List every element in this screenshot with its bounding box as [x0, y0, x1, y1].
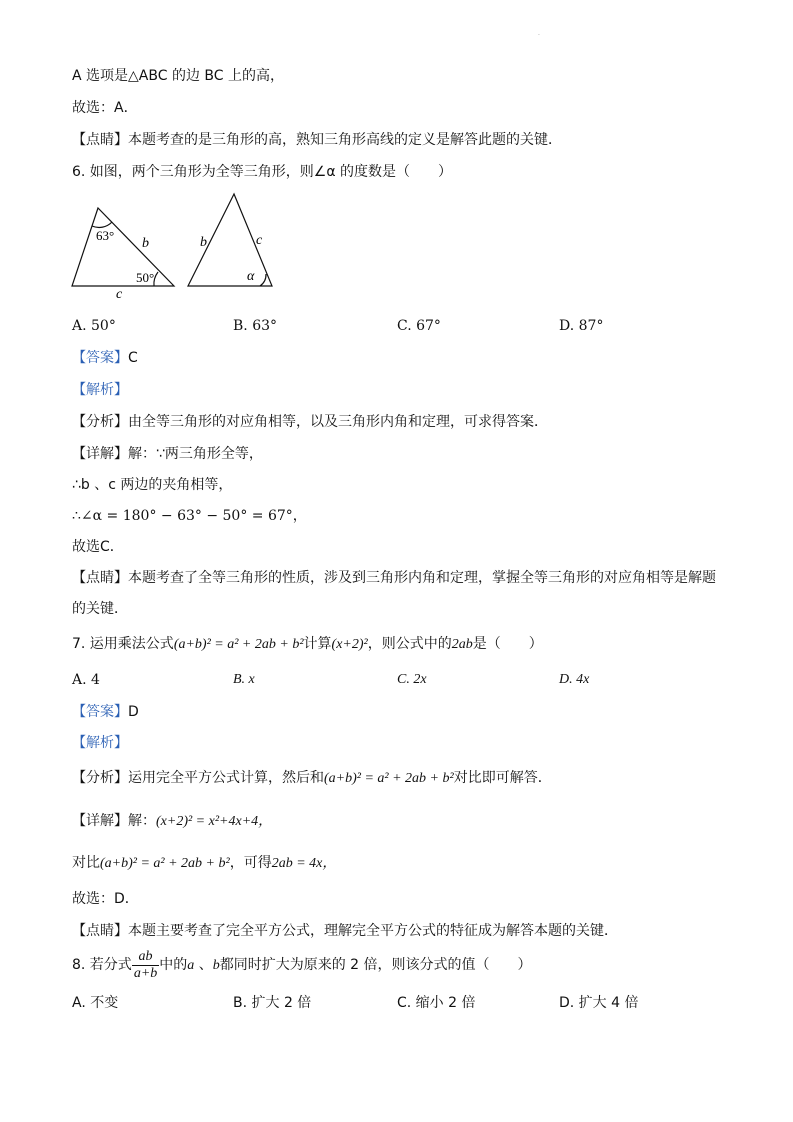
q6-answer-line: [72, 348, 138, 368]
q6-option-c: C. 67°: [397, 318, 441, 334]
q7-expr: (x+2)²: [331, 637, 368, 652]
q6-therefore-1: ∴b 、c 两边的夹角相等，: [72, 477, 233, 493]
q7-detail-line: [72, 811, 272, 832]
right-side-c: c: [256, 233, 263, 248]
q6-option-a: A. 50°: [72, 318, 116, 334]
q6-option-d: D. 87°: [559, 318, 604, 334]
q6-detail: 解：∵两三角形全等，: [128, 446, 263, 462]
left-angle-arc-right: [154, 272, 158, 286]
right-angle-alpha: α: [247, 269, 255, 284]
detail-tag: 【详解】: [72, 446, 128, 462]
q7-choose: 故选：D．: [72, 891, 139, 907]
q8-option-b: B. 扩大 2 倍: [233, 995, 312, 1011]
q7-mid: 计算: [303, 636, 332, 652]
q8-option-c: C. 缩小 2 倍: [397, 995, 476, 1011]
q6-dianjing-1: 【点睛】本题考查了全等三角形的性质，涉及到三角形内角和定理，掌握全等三角形的对应角相等是解题: [72, 570, 716, 586]
left-angle-arc-top: [92, 222, 112, 227]
q6-dianjing-2: 的关键．: [72, 601, 128, 617]
q6-option-b: B. 63°: [233, 318, 278, 334]
answer-tag: 【答案】: [72, 350, 128, 366]
q7-2ab: 2ab: [451, 637, 473, 652]
q7-detail-expr: (x+2)² = x²+4x+4，: [156, 814, 273, 829]
q8-mid: 中的: [159, 957, 188, 973]
q7-fenxi-formula: (a+b)² = a² + 2ab + b²: [324, 771, 454, 786]
q8-numerator: ab: [132, 949, 159, 966]
q8-sep: 、: [194, 957, 213, 973]
q7-compare-result: 2ab = 4x，: [271, 856, 337, 871]
left-side-b: b: [142, 236, 149, 251]
q8-suffix: 都同时扩大为原来的 2 倍，则该分式的值（ ）: [219, 957, 532, 973]
congruent-triangles-figure: [66, 190, 286, 300]
q6-therefore-2: ∴∠α = 180° − 63° − 50° = 67°，: [72, 508, 307, 524]
q8-option-d: D. 扩大 4 倍: [559, 995, 639, 1011]
q7-dianjing: 【点睛】本题主要考查了完全平方公式，理解完全平方公式的特征成为解答本题的关键．: [72, 923, 618, 939]
question-6: 6. 如图，两个三角形为全等三角形，则∠α 的度数是（ ）: [72, 164, 453, 180]
q6-analysis-tag: 【解析】: [72, 382, 128, 398]
q8-denominator: a+b: [133, 965, 158, 981]
q7-compare-prefix: 对比: [72, 855, 100, 871]
q6-detail-line: [72, 444, 263, 464]
q8-fraction: [132, 949, 159, 982]
q7-fenxi: [72, 768, 552, 789]
q7-option-a: A. 4: [72, 672, 100, 688]
q6-choose: 故选C．: [72, 539, 124, 555]
right-side-b: b: [200, 235, 207, 250]
q7-formula: (a+b)² = a² + 2ab + b²: [173, 637, 304, 652]
q7-fenxi-suffix: 对比即可解答．: [453, 770, 552, 786]
left-angle-63: 63°: [96, 228, 115, 243]
right-angle-arc: [260, 274, 266, 286]
q7-detail-prefix: 解：: [128, 813, 156, 829]
q8-prefix: 8. 若分式: [72, 957, 132, 973]
page-mark: .: [538, 30, 540, 37]
detail-tag-7: 【详解】: [72, 813, 128, 829]
q6-answer: C: [128, 350, 138, 366]
q8-option-a: A. 不变: [72, 995, 119, 1011]
answer-tag-7: 【答案】: [72, 704, 128, 720]
q7-suffix: 是（ ）: [472, 636, 543, 652]
q7-prefix: 7. 运用乘法公式: [72, 636, 174, 652]
dianjing-line: 【点睛】本题考查的是三角形的高，熟知三角形高线的定义是解答此题的关键．: [72, 132, 562, 148]
left-side-c: c: [116, 287, 123, 300]
q7-fenxi-prefix: 【分析】运用完全平方公式计算，然后和: [72, 770, 324, 786]
q8-a: a: [187, 958, 195, 973]
q7-mid2: ，则公式中的: [367, 636, 452, 652]
q7-compare-mid: ，可得: [229, 855, 272, 871]
q7-option-d: D. 4x: [559, 672, 590, 687]
q7-option-b: B. x: [233, 672, 255, 687]
q7-option-c: C. 2x: [397, 672, 427, 687]
left-triangle: [72, 208, 174, 286]
question-8: [72, 948, 532, 983]
q7-analysis-tag: 【解析】: [72, 735, 128, 751]
left-angle-50: 50°: [136, 270, 155, 285]
question-7: [72, 634, 543, 655]
q7-compare-formula: (a+b)² = a² + 2ab + b²: [100, 856, 230, 871]
q6-fenxi: 【分析】由全等三角形的对应角相等，以及三角形内角和定理，可求得答案．: [72, 414, 548, 430]
line-l2: 故选：A．: [72, 100, 138, 116]
q8-b: b: [212, 958, 220, 973]
q7-answer-line: [72, 702, 139, 722]
q7-compare: [72, 853, 336, 874]
q7-answer: D: [128, 704, 139, 720]
line-l1: A 选项是△ABC 的边 BC 上的高，: [72, 68, 284, 84]
